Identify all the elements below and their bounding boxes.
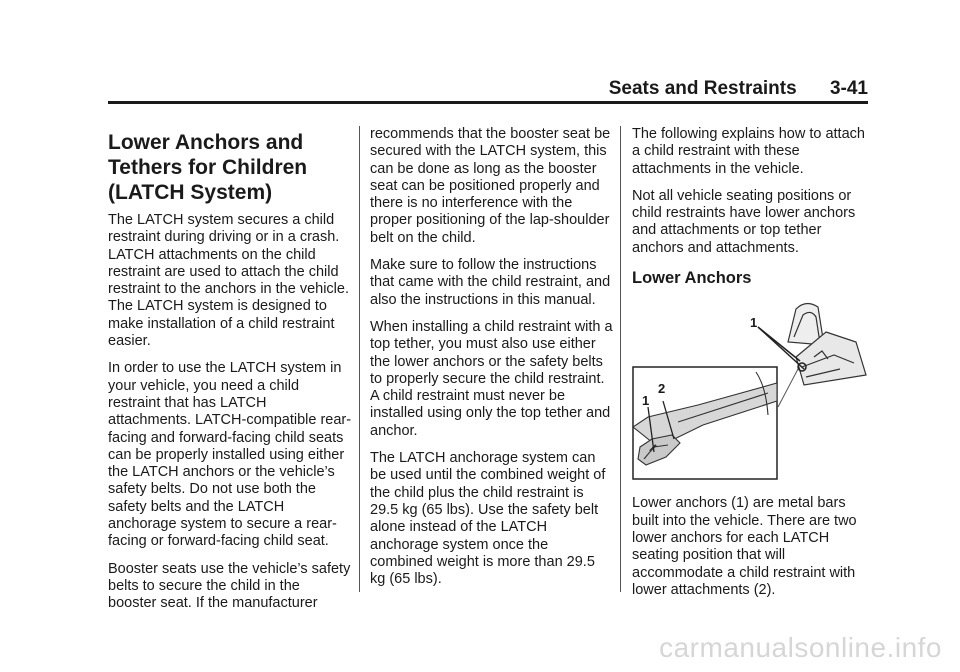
- paragraph: The following explains how to attach a child restraint with these attachments in the vehicle.: [632, 126, 865, 177]
- paragraph: When installing a child restraint with a top tether, you must also use either the lower anchors or the safety belts to properly secure the child restraint. A child restraint must never be installed using only the top tether and anchor.: [370, 318, 613, 439]
- paragraph: recommends that the booster seat be secured with the LATCH system, this can be done as long as the booster seat can be positioned properly and there is no interference with the proper positioning of the lap-shoulder belt on the child.: [370, 126, 611, 246]
- callout-label: 2: [658, 381, 666, 397]
- heading-line: Tethers for Children: [108, 156, 308, 179]
- subheading: Lower Anchors: [632, 269, 752, 288]
- paragraph: In order to use the LATCH system in your vehicle, you need a child restraint that has LATCH attachments. LATCH-compatible rear-facing and forward-facing child seats can be properly installed using either the LATCH anchors or the vehicle’s safety belts. Do not use both the safety belts and the LATCH anchorage system to secure a rear-facing or forward-facing child seat.: [108, 360, 352, 550]
- paragraph: Not all vehicle seating positions or child restraints have lower anchors and attachments or top tether anchors and attachments.: [632, 187, 856, 256]
- callout-label: 1: [750, 315, 758, 331]
- page-header: [609, 78, 868, 100]
- paragraph: Booster seats use the vehicle’s safety belts to secure the child in the booster seat. If the manufacturer: [108, 560, 351, 612]
- callout-label: 1: [642, 393, 650, 409]
- column-divider: [359, 126, 360, 592]
- header-rule: [108, 101, 868, 104]
- column-2: [370, 126, 614, 598]
- heading-line: (LATCH System): [108, 181, 273, 204]
- paragraph: Make sure to follow the instructions that came with the child restraint, and also the instructions in this manual.: [370, 257, 611, 308]
- page-number: 3-41: [829, 78, 868, 99]
- column-divider: [620, 126, 621, 592]
- section-title: Seats and Restraints: [608, 78, 797, 99]
- zoom-leader: [778, 369, 798, 407]
- heading-line: Lower Anchors and: [108, 131, 304, 154]
- section-heading: [108, 130, 352, 205]
- paragraph: Lower anchors (1) are metal bars built into the vehicle. There are two lower anchors for each LATCH seating position that will accommodate a child restraint with lower attachments (2).: [632, 495, 857, 598]
- column-3: [632, 126, 876, 609]
- lower-anchors-illustration: [628, 297, 878, 487]
- paragraph: The LATCH system secures a child restraint during driving or in a crash. LATCH attachments on the child restraint are used to attach the child restraint to the anchors in the vehicle. The LATCH system is designed to make installation of a child restraint easier.: [108, 212, 349, 350]
- seat-icon: [788, 304, 866, 386]
- watermark: carmanualsonline.info: [659, 632, 942, 663]
- column-1: [108, 126, 352, 623]
- paragraph: The LATCH anchorage system can be used until the combined weight of the child plus the child restraint is 29.5 kg (65 lbs). Use the safety belt alone instead of the LATCH anchorage system once the combined weight is more than 29.5 kg (65 lbs).: [370, 450, 606, 588]
- illustration-svg: [628, 297, 878, 487]
